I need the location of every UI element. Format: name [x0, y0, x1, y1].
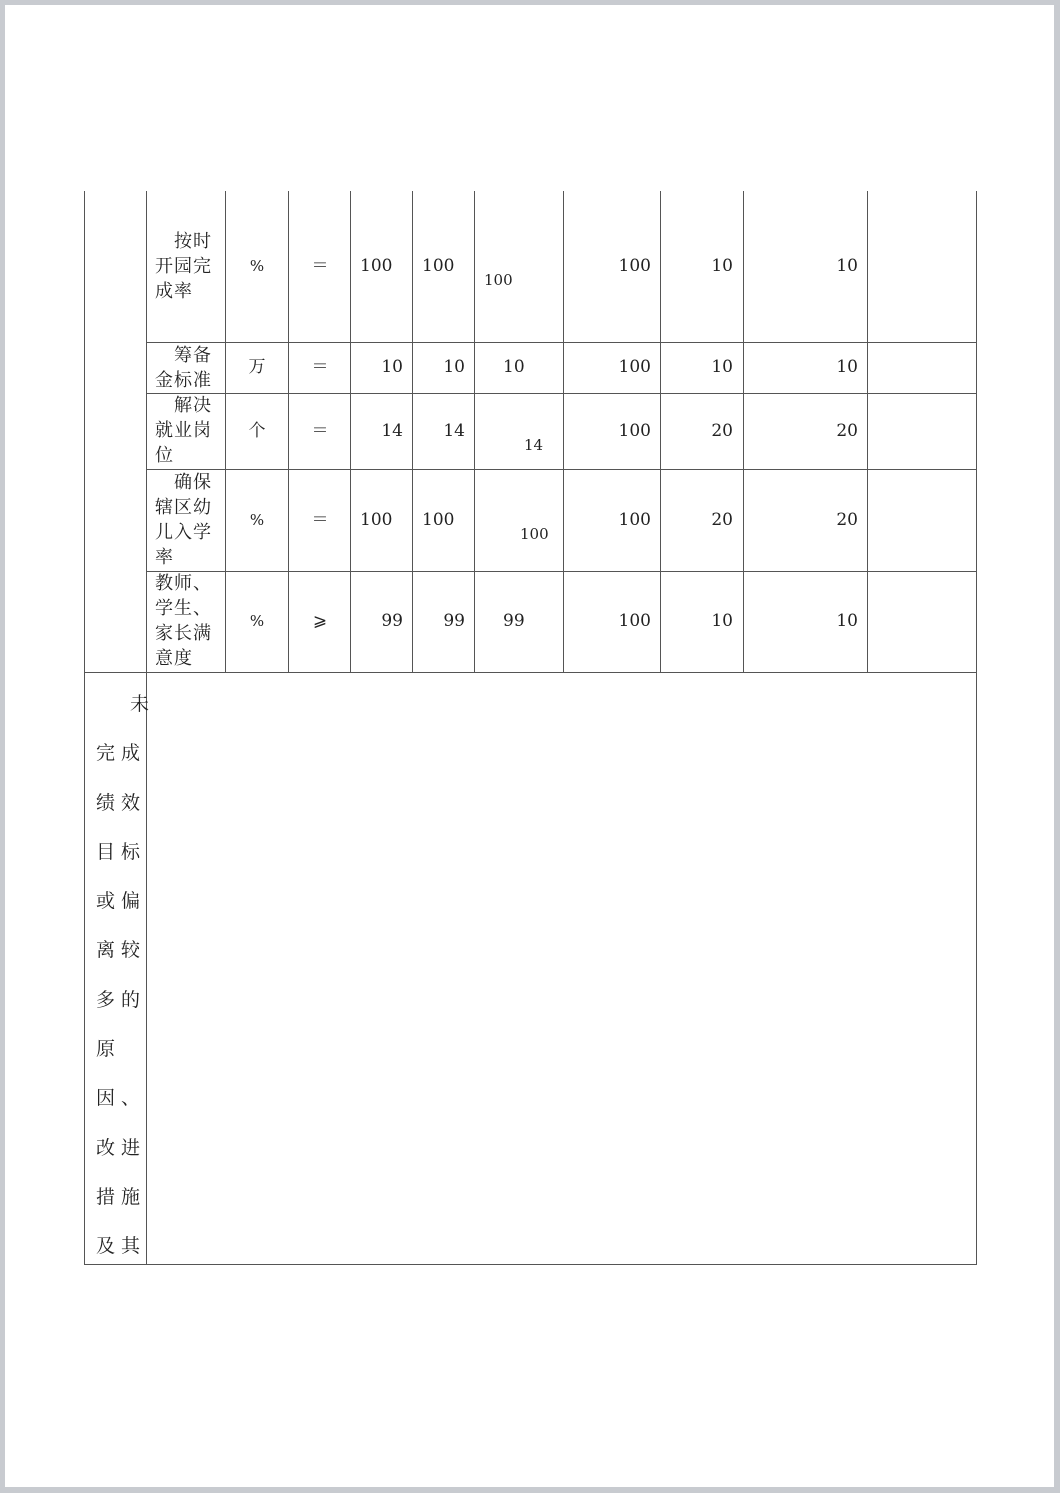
reason-label-line: 因、: [96, 1087, 147, 1109]
unit-cell: %: [249, 612, 265, 630]
value-cell: 14: [381, 421, 403, 441]
column-divider: [867, 191, 868, 673]
score-cell: 20: [836, 510, 858, 530]
score-cell: 10: [711, 357, 733, 377]
reason-label-line: 多的: [96, 989, 147, 1011]
reason-label-line: 绩效: [96, 792, 147, 814]
value-cell: 100: [360, 510, 393, 530]
value-cell: 100: [520, 525, 549, 543]
indicator-name: 教师、 学生、 家长满 意度: [155, 573, 212, 669]
row-divider: [146, 393, 977, 394]
value-cell: 100: [422, 256, 455, 276]
indicator-name: 确保 辖区幼 儿入学 率: [155, 472, 212, 568]
document-page: [5, 5, 1054, 1487]
value-cell: 99: [443, 611, 465, 631]
operator-cell: ＝: [311, 256, 329, 276]
reason-label-line: 措施: [96, 1186, 147, 1208]
value-cell: 100: [618, 421, 651, 441]
value-cell: 99: [503, 611, 525, 631]
reason-label-line: 及其: [96, 1235, 147, 1257]
score-cell: 10: [836, 611, 858, 631]
score-cell: 10: [711, 611, 733, 631]
value-cell: 10: [443, 357, 465, 377]
unit-cell: %: [249, 511, 265, 529]
value-cell: 100: [618, 611, 651, 631]
operator-cell: ＝: [311, 357, 329, 377]
value-cell: 100: [618, 510, 651, 530]
column-divider: [474, 191, 475, 673]
value-cell: 14: [524, 436, 544, 454]
unit-cell: 个: [248, 421, 266, 441]
row-divider: [146, 342, 977, 343]
value-cell: 100: [422, 510, 455, 530]
reason-label-line: 未: [130, 693, 156, 715]
row-divider: [146, 469, 977, 470]
unit-cell: %: [249, 257, 265, 275]
unit-cell: 万: [248, 357, 266, 377]
value-cell: 100: [618, 357, 651, 377]
reason-label-line: 原: [96, 1038, 122, 1060]
value-cell: 10: [503, 357, 525, 377]
indicator-name: 按时 开园完 成率: [155, 231, 212, 302]
reason-label-line: 离较: [96, 939, 147, 961]
score-cell: 10: [711, 256, 733, 276]
row-divider: [146, 571, 977, 572]
reason-label-line: 目标: [96, 841, 147, 863]
value-cell: 100: [618, 256, 651, 276]
table-right-border: [976, 191, 977, 1265]
operator-cell: ⩾: [312, 611, 328, 631]
table-bottom-border: [84, 1264, 977, 1265]
score-cell: 10: [836, 256, 858, 276]
value-cell: 99: [381, 611, 403, 631]
table-left-border: [84, 191, 85, 1265]
value-cell: 100: [360, 256, 393, 276]
reason-label-line: 完成: [96, 742, 147, 764]
value-cell: 100: [484, 271, 513, 289]
value-cell: 14: [443, 421, 465, 441]
indicator-name: 筹备 金标准: [155, 345, 212, 391]
reason-label-line: 或偏: [96, 890, 147, 912]
score-cell: 20: [711, 421, 733, 441]
indicator-name: 解决 就业岗 位: [155, 395, 212, 466]
reason-content-area: [147, 673, 976, 1264]
operator-cell: ＝: [311, 421, 329, 441]
score-cell: 20: [836, 421, 858, 441]
operator-cell: ＝: [311, 510, 329, 530]
score-cell: 10: [836, 357, 858, 377]
score-cell: 20: [711, 510, 733, 530]
value-cell: 10: [381, 357, 403, 377]
reason-label-line: 改进: [96, 1137, 147, 1159]
